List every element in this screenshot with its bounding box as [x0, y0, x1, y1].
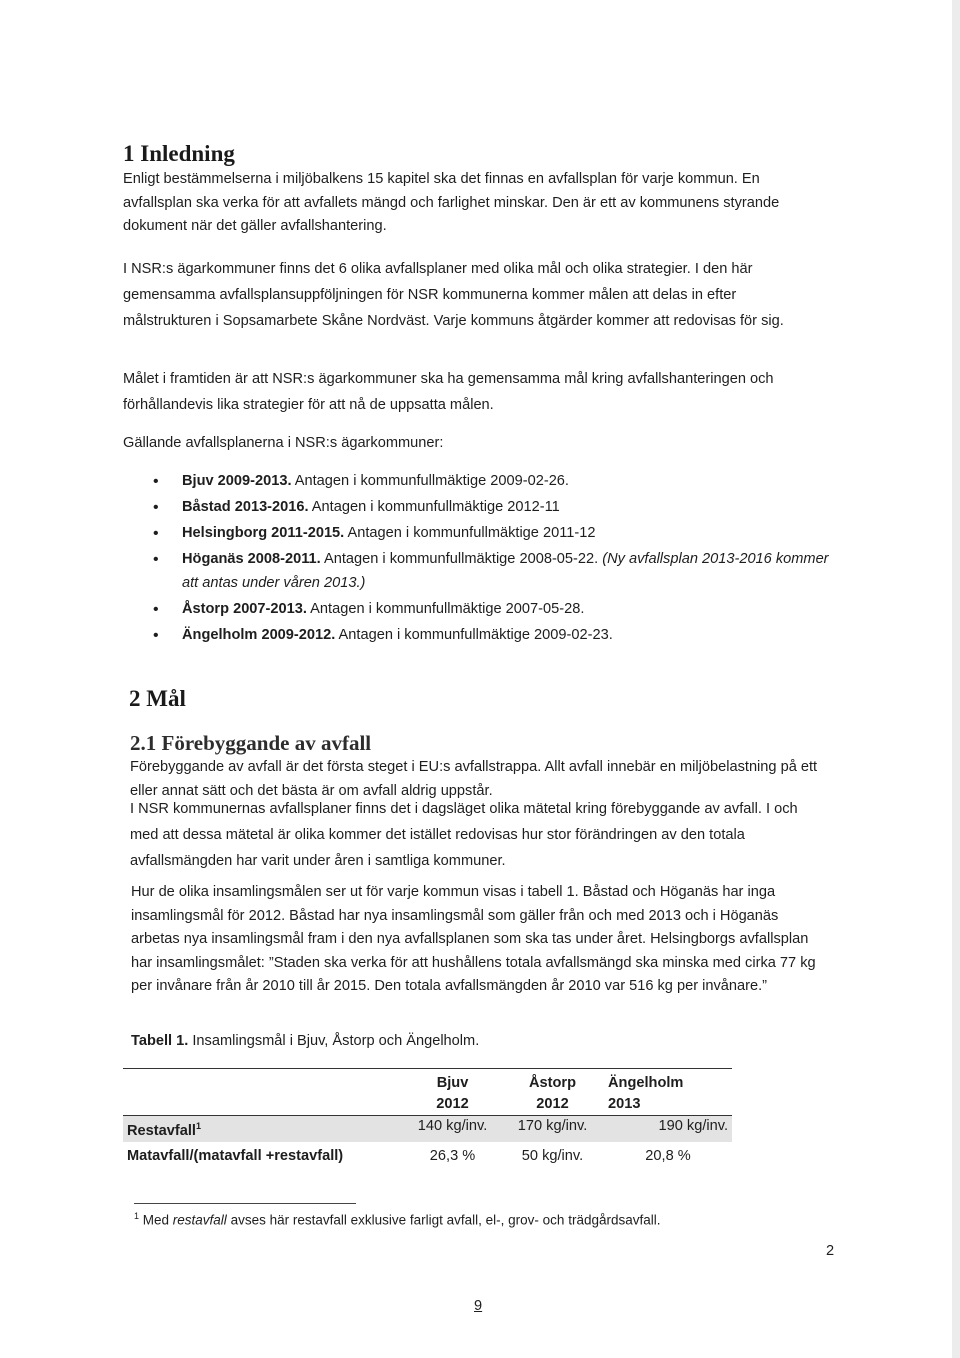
- paragraph-metrics: I NSR kommunernas avfallsplaner finns det i dagsläget olika mätetal kring förebyggande av avfall. I och med att dessa mätetal är olika kommer det istället redovisas hur stor förändringen av den totala avfallsmängden har varit under åren i samtliga kommuner.: [130, 801, 798, 869]
- table-cell: 190 kg/inv.: [604, 1116, 732, 1142]
- table-header-cell: 2012: [501, 1094, 604, 1116]
- paragraph-plans-intro: Gällande avfallsplanerna i NSR:s ägarkommuner:: [123, 435, 444, 451]
- section-heading-mal: 2 Mål: [129, 686, 186, 711]
- table-cell: 170 kg/inv.: [501, 1116, 604, 1142]
- subsection-heading-forebyggande: 2.1 Förebyggande av avfall: [130, 731, 372, 755]
- goals-table: [123, 1068, 732, 1167]
- paragraph-prevention: Förebyggande av avfall är det första steget i EU:s avfallstrappa. Allt avfall innebär en miljöbelastning på ett eller annat sätt och det bästa är om avfall aldrig uppstår.: [130, 759, 818, 799]
- table-header-cell: [123, 1094, 404, 1116]
- list-item: • Åstorp 2007-2013. Antagen i kommunfullmäktige 2007-05-28.: [153, 598, 833, 622]
- list-item: • Bjuv 2009-2013. Antagen i kommunfullmäktige 2009-02-26.: [153, 470, 833, 494]
- table-cell: 26,3 %: [429, 1147, 476, 1164]
- list-item: • Helsingborg 2011-2015. Antagen i kommunfullmäktige 2011-12: [153, 522, 833, 546]
- table-header-cell: Ängelholm: [604, 1069, 732, 1095]
- table-row: [123, 1142, 732, 1167]
- section-heading-inledning: 1 Inledning: [123, 141, 235, 166]
- footnote: $^1$ Med restavfall avses här restavfall exklusive farligt avfall, el-, grov- och trädgårdsavfall.: [134, 1211, 661, 1228]
- list-item: • Ängelholm 2009-2012. Antagen i kommunfullmäktige 2009-02-23.: [153, 624, 833, 648]
- table-cell: Restavfall$^1$: [123, 1116, 404, 1142]
- list-item: • Höganäs 2008-2011. Antagen i kommunfullmäktige 2008-05-22. (Ny avfallsplan 2013-2016 kommer att antas under våren 2013.): [153, 548, 833, 595]
- page-edge: [952, 0, 960, 1358]
- table-header-cell: [123, 1069, 404, 1095]
- table-header-cell: 2012: [404, 1094, 501, 1116]
- paragraph-nsr-plans: I NSR:s ägarkommuner finns det 6 olika avfallsplaner med olika mål och olika strategier. I den här gemensamma avfallsplansuppföljningen för NSR kommunerna kommer målen att delas in efter målstrukturen i Sopsamarbete Skåne Nordväst. Varje kommuns åtgärder kommer att redovisas för sig.: [123, 261, 784, 329]
- table-row: [123, 1116, 732, 1142]
- plans-list: [153, 470, 833, 650]
- paragraph-future-goal: Målet i framtiden är att NSR:s ägarkommuner ska ha gemensamma mål kring avfallshanteringen och förhållandevis lika strategier för att nå de uppsatta målen.: [123, 371, 774, 413]
- table-cell: Matavfall/(matavfall +restavfall): [127, 1147, 344, 1164]
- table-cell: 50 kg/inv.: [521, 1147, 584, 1164]
- list-item: • Båstad 2013-2016. Antagen i kommunfullmäktige 2012-11: [153, 496, 833, 520]
- footnote-divider: [134, 1203, 356, 1204]
- table-header-cell: Bjuv: [404, 1069, 501, 1095]
- page-number: 2: [826, 1243, 835, 1259]
- table-cell: 140 kg/inv.: [404, 1116, 501, 1142]
- table-header-row: [123, 1094, 732, 1116]
- paragraph-collection-goals: Hur de olika insamlingsmålen ser ut för varje kommun visas i tabell 1. Båstad och Höganäs har inga insamlingsmål för 2012. Båstad har nya insamlingsmål som gäller från och med 2013 och i Höganäs arbetas nya insamlingsmål fram i den nya avfallsplanen som ska tas under året. Helsingborgs avfallsplan har insamlingsmålet: ”Staden ska verka för att hushållens totala avfallsmängd ska minska med cirka 77 kg per invånare från år 2010 till år 2015. Den totala avfallsmängden år 2010 var 516 kg per invånare.”: [131, 884, 816, 994]
- table-header-cell: 2013: [604, 1094, 732, 1116]
- page-number-bottom: 9: [474, 1298, 483, 1314]
- paragraph-intro: Enligt bestämmelserna i miljöbalkens 15 kapitel ska det finnas en avfallsplan för varje kommun. En avfallsplan ska verka för att avfallets mängd och farlighet minskar. Den är ett av kommunens styrande dokument när det gäller avfallshantering.: [123, 171, 780, 234]
- table-caption: Tabell 1. Insamlingsmål i Bjuv, Åstorp och Ängelholm.: [131, 1033, 480, 1049]
- table-header-row: [123, 1069, 732, 1095]
- table-cell: 20,8 %: [645, 1147, 691, 1164]
- table-header-cell: Åstorp: [501, 1069, 604, 1095]
